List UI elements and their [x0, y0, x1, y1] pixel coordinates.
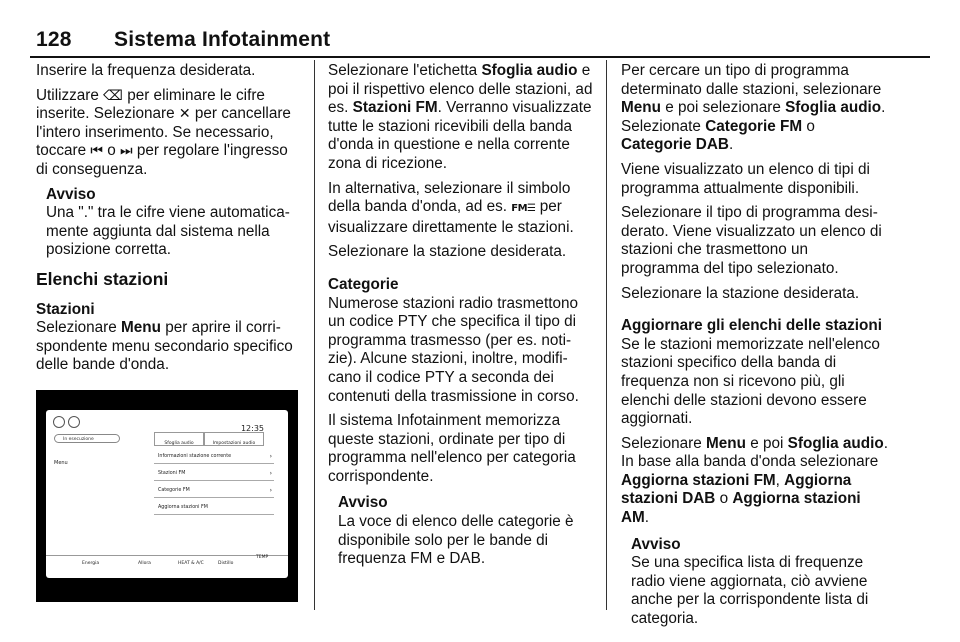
note-title: Avviso [631, 535, 681, 553]
climate-bar: Energia Allora HEAT & A/C Distillo TEMP [46, 555, 288, 578]
clock: 12:35 [240, 423, 264, 433]
list-item: Stazioni FM › [154, 467, 274, 481]
tab-audio-settings: Impostazioni audio [204, 432, 264, 446]
delete-icon: ⌫ [103, 87, 123, 104]
paragraph: Viene visualizzato un elenco di tipi di programma attualmente disponibili. [621, 160, 870, 197]
header-rule [30, 56, 930, 58]
paragraph: In alternativa, selezionare il simbolo della banda d'onda, ad es. FM☰ per visualizzare direttamente le stazioni. [328, 179, 574, 236]
skip-forward-icon: ⏭ [120, 143, 133, 160]
note-text: Una "." tra le cifre viene automaticamente aggiunta dal sistema nella posizione corretta. [46, 204, 290, 259]
column-divider-1 [314, 60, 315, 610]
section-heading: Elenchi stazioni [36, 268, 169, 289]
chevron-right-icon: › [269, 486, 272, 494]
subsection-heading: Aggiornare gli elenchi delle stazioni [621, 317, 882, 335]
fm-list-icon: FM☰ [511, 203, 536, 215]
subsection-heading: Categorie [328, 275, 399, 293]
paragraph: Selezionare la stazione desiderata. [328, 243, 567, 261]
note-box [631, 536, 889, 629]
skip-back-icon: ⏮ [90, 143, 104, 160]
column-1 [36, 62, 298, 602]
column-2 [328, 62, 594, 575]
paragraph: Selezionare Menu per aprire il corrispondente menu secondario specifico delle bande d'onda. [36, 319, 293, 374]
paragraph: Selezionare Menu e poi Sfoglia audio. In base alla banda d'onda selezionare Aggiorna stazioni FM, Aggiorna stazioni DAB o Aggiorna stazioni AM. [621, 434, 888, 527]
close-icon: ✕ [178, 106, 191, 123]
note-text: Se una specifica lista di frequenze radio viene aggiornata, ciò avviene anche per la corrispondente lista di categoria. [631, 554, 869, 628]
back-tab: In esecuzione [54, 434, 120, 443]
note-text: La voce di elenco delle categorie è disponibile solo per le bande di frequenza FM e DAB. [338, 513, 574, 568]
subsection-heading: Stazioni [36, 300, 95, 318]
chevron-right-icon: › [269, 452, 272, 460]
list-item: Informazioni stazione corrente › [154, 450, 274, 464]
column-divider-2 [606, 60, 607, 610]
apps-icon [68, 416, 80, 428]
note-title: Avviso [338, 494, 388, 512]
paragraph: Per cercare un tipo di programma determinato dalle stazioni, selezionare Menu e poi selezionare Sfoglia audio. Selezionate Categorie FM o Categorie DAB. [621, 62, 886, 154]
column-3 [621, 62, 889, 635]
page-header [36, 28, 330, 52]
paragraph: Utilizzare ⌫ per eliminare le cifre inserite. Selezionare ✕ per cancellare l'intero inserimento. Se necessario, toccare ⏮ o ⏭ per regolare l'ingresso di conseguenza. [36, 86, 291, 178]
chevron-right-icon: › [269, 469, 272, 477]
list-item: Aggiorna stazioni FM [154, 501, 274, 515]
paragraph: Selezionare il tipo di programma desiderato. Viene visualizzato un elenco di stazioni che trasmettono un programma del tipo selezionato. [621, 204, 882, 277]
note-title: Avviso [46, 185, 96, 203]
screen-display [46, 410, 288, 578]
note-box [338, 494, 594, 568]
infotainment-screenshot [36, 390, 298, 602]
tab-browse-audio: Sfoglia audio [154, 432, 204, 446]
paragraph: Numerose stazioni radio trasmettono un codice PTY che specifica il tipo di programma trasmesso (per es. notizie). Alcune stazioni, inoltre, modificano il codice PTY a seconda dei contenuti della trasmissione in corso. [328, 294, 579, 405]
paragraph: Selezionare l'etichetta Sfoglia audio e poi il rispettivo elenco delle stazioni, ad es. Stazioni FM. Verranno visualizzate tutte le stazioni ricevibili della banda d'onda in questione e nella corrente zona di ricezione. [328, 62, 593, 172]
paragraph: Il sistema Infotainment memorizza queste stazioni, ordinate per tipo di programma nell'elenco per categoria corrispondente. [328, 412, 576, 485]
paragraph: Inserire la frequenza desiderata. [36, 62, 256, 79]
chapter-title: Sistema Infotainment [114, 28, 331, 51]
paragraph: Selezionare la stazione desiderata. [621, 284, 860, 302]
menu-label: Menu [54, 459, 68, 466]
list-item: Categorie FM › [154, 484, 274, 498]
home-icon [53, 416, 65, 428]
note-box [46, 186, 298, 260]
page-number: 128 [36, 28, 72, 51]
paragraph: Se le stazioni memorizzate nell'elenco stazioni specifico della banda di frequenza non si ricevono più, gli elenchi delle stazioni devono essere aggiornati. [621, 335, 880, 428]
